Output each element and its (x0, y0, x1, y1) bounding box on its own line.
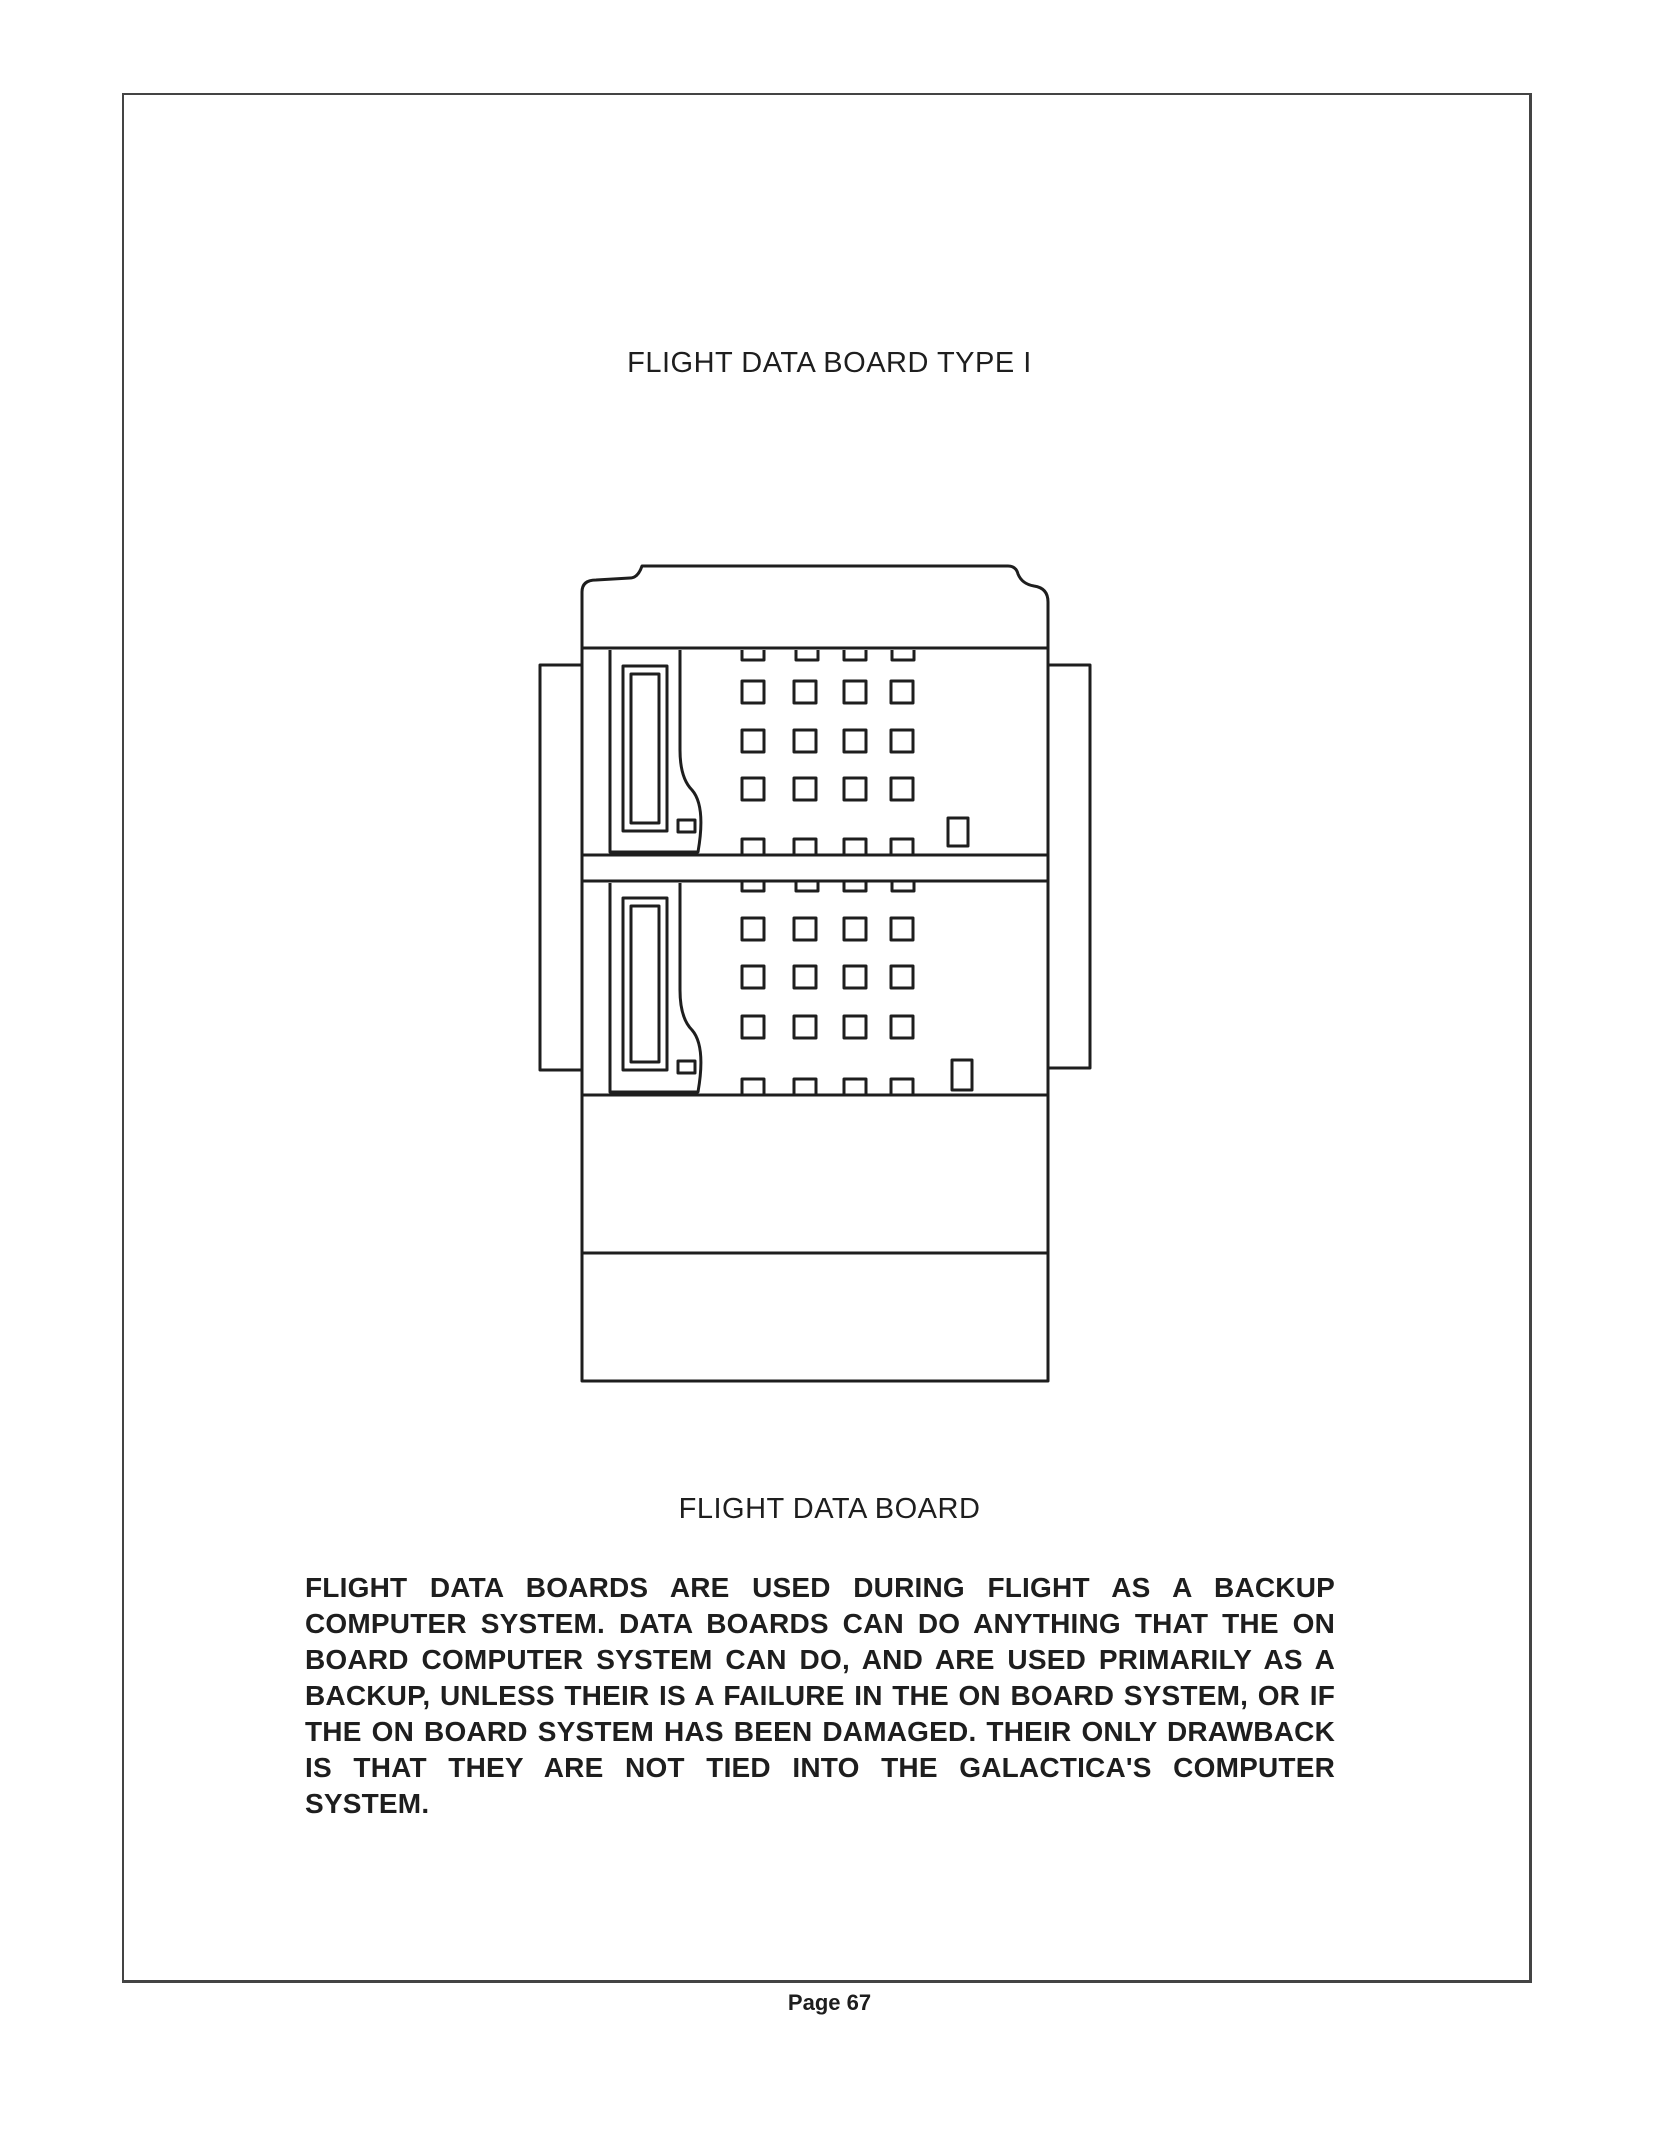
upper-key-grid (742, 650, 968, 855)
upper-indicator (678, 820, 695, 832)
page-title: FLIGHT DATA BOARD TYPE I (627, 347, 1032, 379)
page-number: Page 67 (787, 1990, 872, 2015)
flight-data-board-diagram (530, 550, 1110, 1390)
body-paragraph: FLIGHT DATA BOARDS ARE USED DURING FLIGHT AS A BACKUP COMPUTER SYSTEM. DATA BOARDS CAN DO ANYTHING THAT THE ON BOARD COMPUTER SYSTEM CAN DO, AND ARE USED PRIMARILY AS A BACKUP, UNLESS THEIR IS A FAILURE IN THE ON BOARD SYSTEM, OR IF THE ON BOARD SYSTEM HAS BEEN DAMAGED. THEIR ONLY DRAWBACK IS THAT THEY ARE NOT TIED INTO THE GALACTICA'S COMPUTER SYSTEM. (305, 1572, 1335, 1819)
right-side-bracket (1048, 665, 1090, 1068)
lower-indicator (678, 1061, 695, 1073)
lower-key-grid (742, 881, 972, 1095)
board-top-cap (582, 566, 1048, 648)
figure-caption: FLIGHT DATA BOARD (678, 1493, 981, 1525)
left-side-bracket (540, 665, 582, 1070)
